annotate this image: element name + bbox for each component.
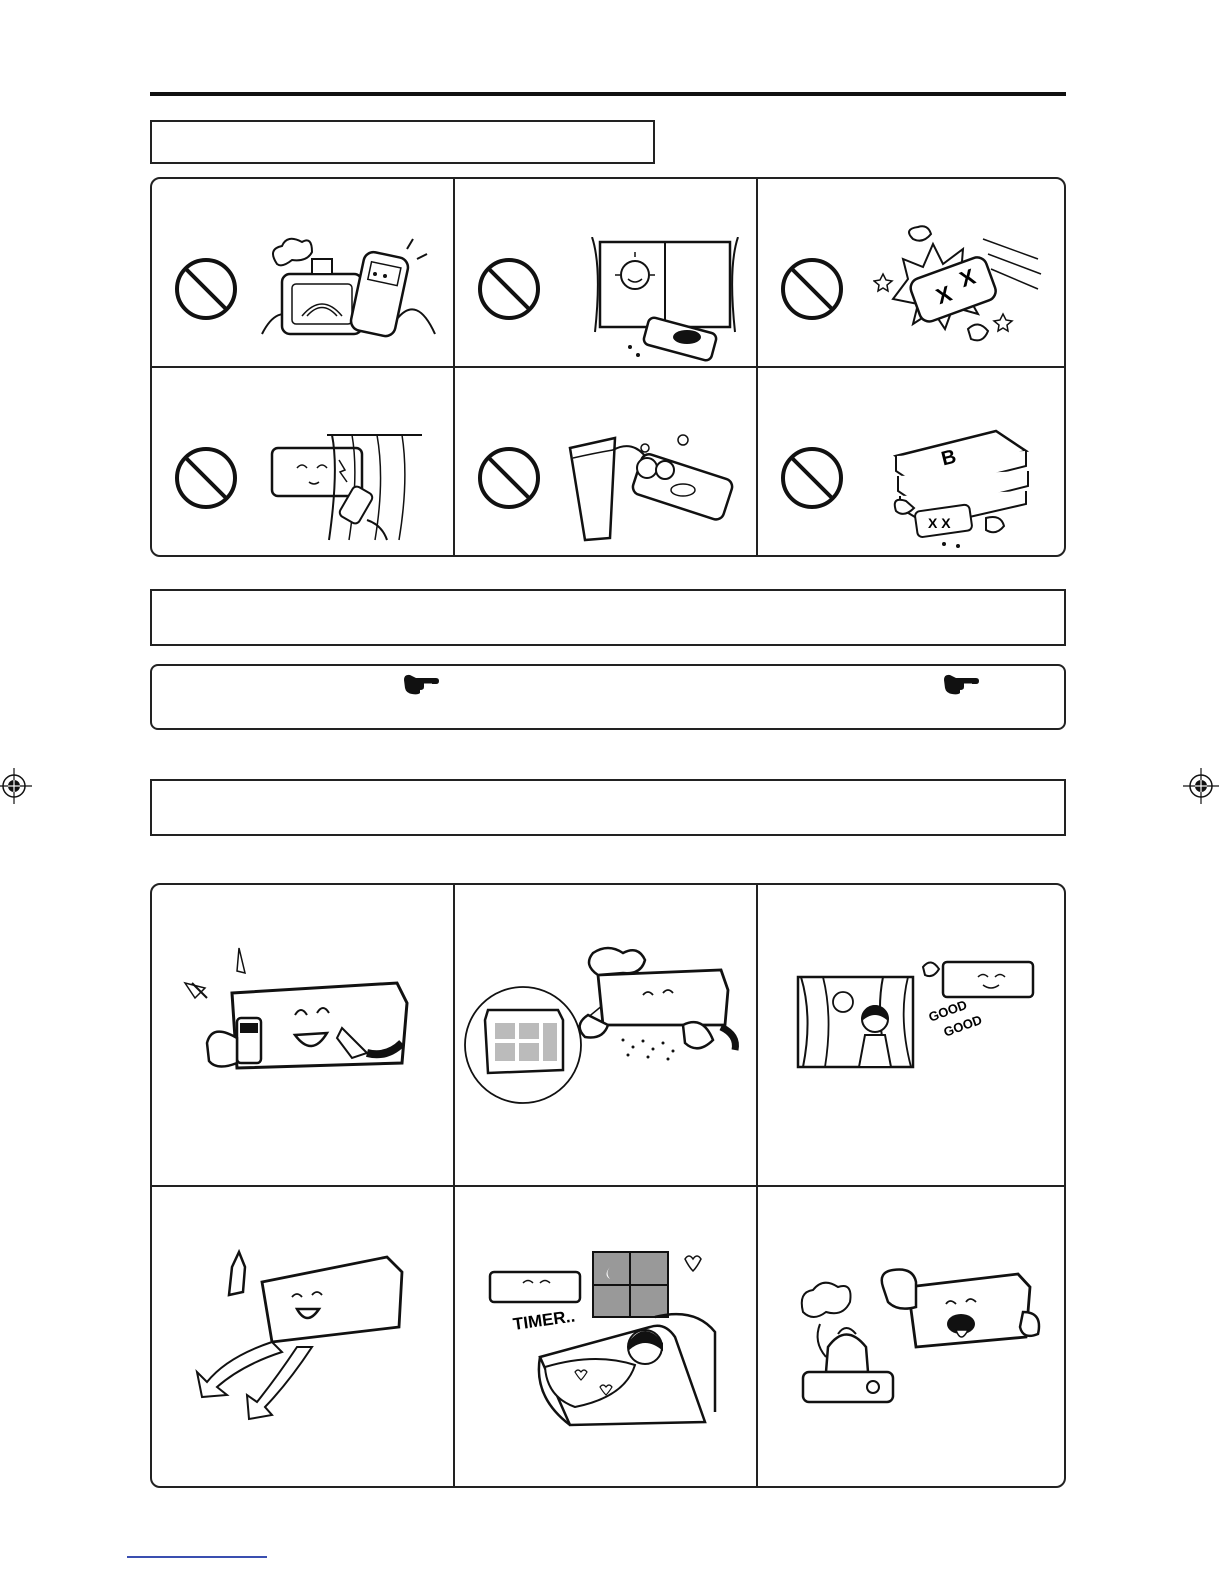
info-banner-3 xyxy=(150,779,1066,836)
airflow-direction-illustration xyxy=(187,1247,412,1422)
thrown-remote-illustration xyxy=(873,219,1043,354)
unit-with-remote-illustration xyxy=(177,943,417,1073)
pointing-hand-icon xyxy=(402,672,440,696)
caution-panel xyxy=(150,177,1066,557)
prohibited-icon xyxy=(477,446,541,510)
heater-remote-illustration xyxy=(257,234,437,344)
top-rule xyxy=(150,92,1066,96)
caution-cell-books xyxy=(758,368,1064,555)
svg-text:X: X xyxy=(932,280,956,310)
tip-cell-filter xyxy=(455,885,758,1187)
svg-text:X X: X X xyxy=(928,515,951,531)
info-banner-2 xyxy=(150,664,1066,730)
svg-text:GOOD: GOOD xyxy=(926,996,969,1025)
svg-text:GOOD: GOOD xyxy=(941,1011,984,1040)
caution-cell-sunlight xyxy=(455,179,758,368)
caution-cell-curtain xyxy=(152,368,455,555)
registration-mark-icon xyxy=(0,768,32,804)
books-on-remote-illustration xyxy=(886,426,1041,551)
svg-text:B: B xyxy=(939,445,959,471)
sleep-timer-illustration xyxy=(485,1247,730,1427)
svg-text:TIMER..: TIMER.. xyxy=(511,1306,577,1334)
caution-section-title xyxy=(150,120,655,164)
curtains-sunlight-illustration xyxy=(793,957,1043,1072)
svg-text:X: X xyxy=(956,263,979,293)
registration-mark-icon xyxy=(1183,768,1219,804)
footer-rule xyxy=(127,1556,267,1558)
tip-cell-remote xyxy=(152,885,455,1187)
info-banner-1 xyxy=(150,589,1066,646)
prohibited-icon xyxy=(477,257,541,321)
window-sunlight-illustration xyxy=(590,237,740,362)
caution-cell-thrown xyxy=(758,179,1064,368)
pointing-hand-icon xyxy=(942,672,980,696)
caution-cell-water xyxy=(455,368,758,555)
prohibited-icon xyxy=(780,257,844,321)
tip-cell-kettle xyxy=(758,1187,1064,1486)
caution-cell-heater xyxy=(152,179,455,368)
prohibited-icon xyxy=(780,446,844,510)
tip-cell-airflow xyxy=(152,1187,455,1486)
dirty-filter-illustration xyxy=(463,945,748,1110)
kettle-steam-illustration xyxy=(798,1262,1043,1412)
tips-panel xyxy=(150,883,1066,1488)
curtain-remote-illustration xyxy=(267,430,427,545)
tip-cell-curtains xyxy=(758,885,1064,1187)
water-spill-illustration xyxy=(565,428,740,548)
prohibited-icon xyxy=(174,446,238,510)
tip-cell-timer xyxy=(455,1187,758,1486)
prohibited-icon xyxy=(174,257,238,321)
